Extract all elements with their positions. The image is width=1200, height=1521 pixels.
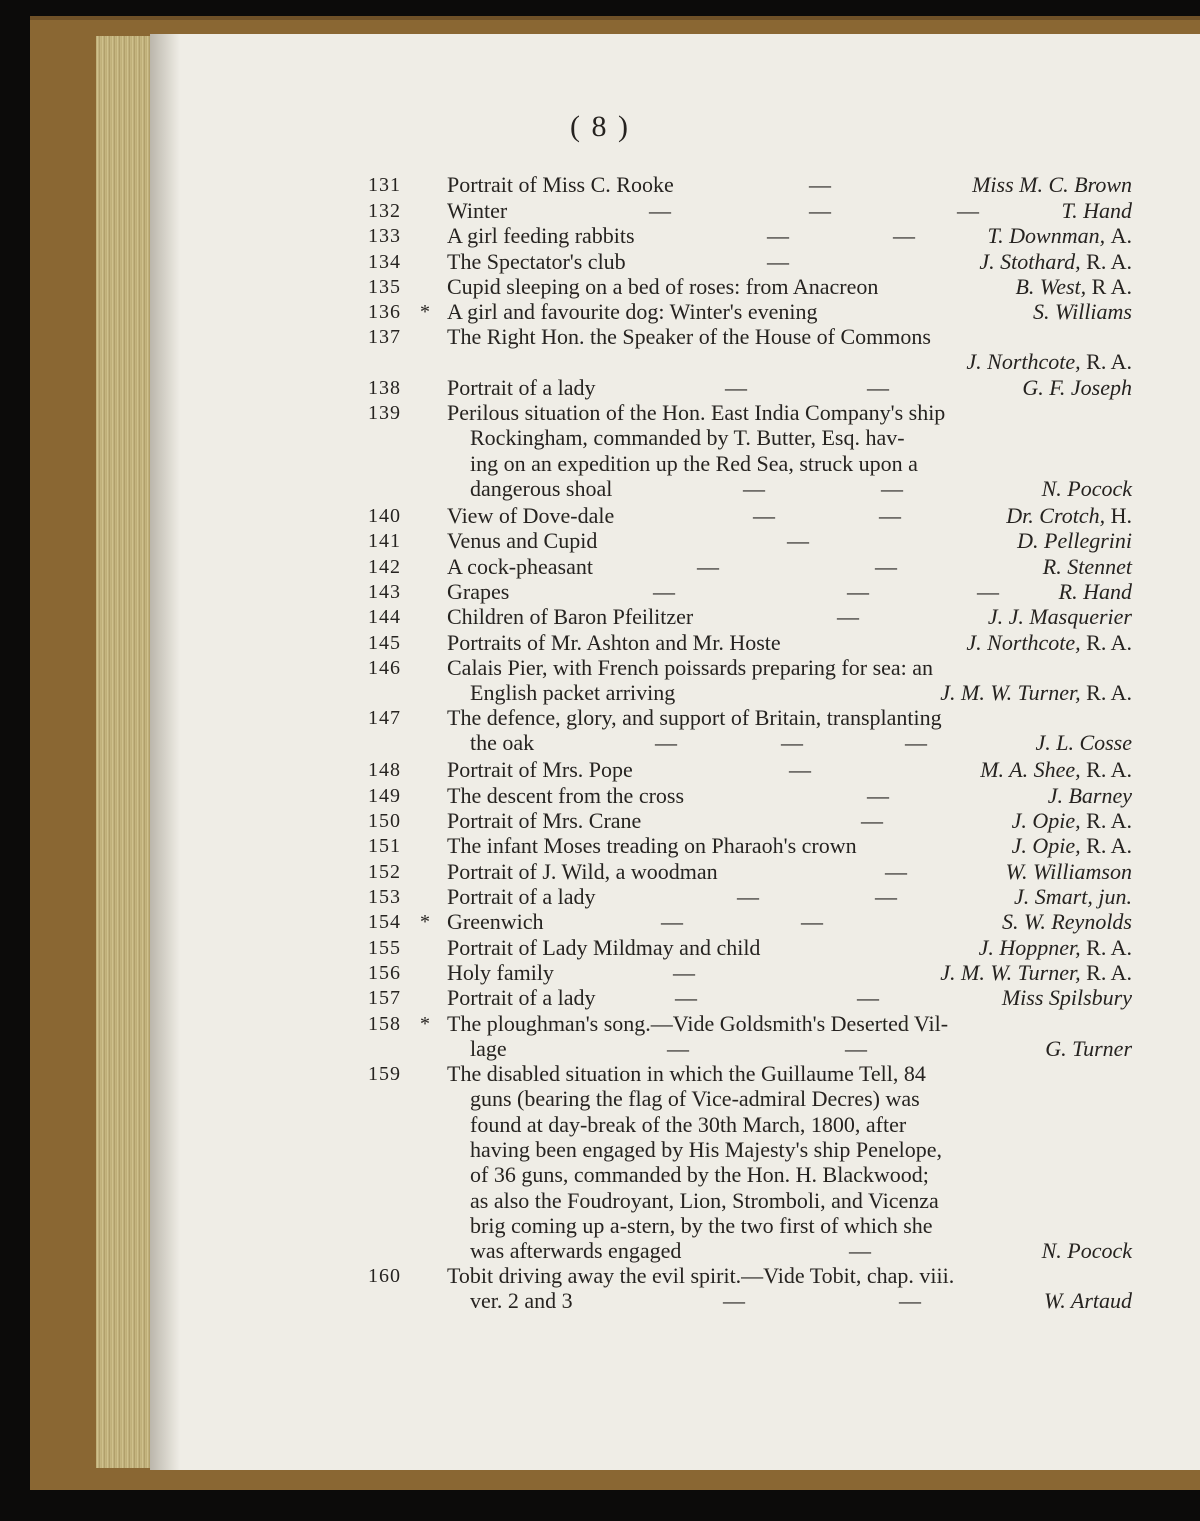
dash-separator: — (809, 198, 831, 223)
entry-line (0, 400, 1200, 426)
entry-artist (1033, 299, 1132, 325)
entry-title: Venus and Cupid (447, 528, 598, 553)
entry-artist (980, 757, 1132, 783)
dash-separator: — (845, 1036, 867, 1062)
entry-number: 134 (368, 251, 401, 273)
entry-line (0, 1238, 1200, 1264)
dash-separator: — (849, 1238, 871, 1264)
entry-line (0, 655, 1200, 681)
page-number: ( 8 ) (570, 110, 630, 143)
artist-name: G. Turner (1045, 1036, 1132, 1062)
entry-line (0, 476, 1200, 502)
entry-title: found at day-break of the 30th March, 1800, after (470, 1111, 907, 1137)
artist-name: N. Pocock (1041, 475, 1132, 501)
dash-separator: — (673, 960, 695, 985)
entry-number: 139 (368, 402, 401, 424)
entry-artist (1043, 554, 1132, 580)
entry-line (0, 554, 1200, 580)
entry-line (0, 757, 1200, 783)
artist-suffix: R. A. (1086, 833, 1132, 858)
dash-separator: — (801, 909, 823, 934)
entry-title: Greenwich (447, 909, 544, 934)
dash-separator: — (753, 503, 775, 528)
dash-separator: — (723, 1288, 745, 1314)
entry-number: 153 (368, 886, 401, 908)
entry-number: 132 (368, 200, 401, 222)
entry-artist (988, 223, 1132, 249)
entry-title: Portrait of a lady (447, 375, 596, 400)
entry-title: A cock-pheasant (447, 554, 593, 579)
dash-separator: — (847, 579, 869, 604)
artist-suffix: A. (1110, 223, 1132, 248)
entry-artist (1062, 198, 1133, 224)
entry-title: having been engaged by His Majesty's ship Penelope, (470, 1136, 942, 1162)
dash-separator: — (867, 375, 889, 400)
entry-title: ing on an expedition up the Red Sea, struck upon a (470, 450, 918, 476)
dash-separator: — (789, 757, 811, 782)
entry-line (0, 783, 1200, 809)
artist-name: N. Pocock (1041, 1238, 1132, 1264)
entry-artist (966, 349, 1132, 375)
artist-suffix: R. A. (1086, 935, 1132, 960)
entry-number: 152 (368, 861, 401, 883)
entry-number: 142 (368, 556, 401, 578)
entry-line (0, 1086, 1200, 1112)
entry-line (0, 198, 1200, 224)
entry-title: The descent from the cross (447, 783, 685, 808)
dash-separator: — (697, 554, 719, 579)
artist-name: D. Pellegrini (1017, 528, 1132, 553)
entry-line (0, 503, 1200, 529)
entry-title: dangerous shoal (470, 475, 613, 501)
entry-line (0, 223, 1200, 249)
entry-line (0, 705, 1200, 731)
entry-title: Perilous situation of the Hon. East India Company's ship (447, 400, 946, 425)
artist-name: S. Williams (1032, 299, 1132, 324)
artist-name: J. Northcote, (966, 349, 1081, 375)
entry-artist (1012, 833, 1132, 859)
artist-name: B. West, (1015, 274, 1087, 299)
entry-number: 148 (368, 759, 401, 781)
entry-artist (1015, 274, 1132, 300)
entry-line (0, 630, 1200, 656)
entry-artist (988, 604, 1132, 630)
entry-title: ver. 2 and 3 (470, 1288, 573, 1314)
artist-suffix: R. A. (1086, 680, 1132, 706)
entry-artist (1048, 783, 1132, 809)
entry-number: 136 (368, 301, 401, 323)
entry-star: * (420, 301, 430, 323)
entry-artist (1045, 1036, 1132, 1062)
entry-artist (1042, 476, 1132, 502)
dash-separator: — (767, 249, 789, 274)
entry-artist (979, 935, 1132, 961)
artist-name: T. Downman, (987, 223, 1106, 248)
dash-separator: — (905, 730, 927, 756)
entry-number: 156 (368, 962, 401, 984)
entry-line (0, 425, 1200, 451)
entry-number: 140 (368, 505, 401, 527)
entry-title: Portrait of Lady Mildmay and child (447, 935, 761, 960)
dash-separator: — (655, 730, 677, 756)
artist-name: J. J. Masquerier (987, 604, 1132, 629)
dash-separator: — (743, 475, 765, 501)
entry-artist (1014, 884, 1132, 910)
entry-title: Portrait of Mrs. Pope (447, 757, 633, 782)
artist-name: Miss Spilsbury (1001, 985, 1132, 1010)
entry-number: 133 (368, 225, 401, 247)
artist-name: S. W. Reynolds (1002, 909, 1132, 934)
entry-artist (1044, 1288, 1132, 1314)
entry-number: 141 (368, 530, 401, 552)
entry-number: 160 (368, 1265, 401, 1287)
entry-title: guns (bearing the flag of Vice-admiral Decres) was (470, 1086, 920, 1112)
entry-line (0, 349, 1200, 375)
entry-title: Portrait of a lady (447, 985, 596, 1010)
entry-line (0, 859, 1200, 885)
entry-number: 151 (368, 835, 401, 857)
entry-title: Holy family (447, 960, 554, 985)
entry-title: Winter (447, 198, 508, 223)
dash-separator: — (879, 503, 901, 528)
entry-title: Grapes (447, 579, 510, 604)
entry-title: A girl and favourite dog: Winter's evening (447, 299, 818, 324)
entry-title: The ploughman's song.—Vide Goldsmith's Deserted Vil- (447, 1011, 949, 1036)
dash-separator: — (837, 604, 859, 629)
entry-line (0, 1263, 1200, 1289)
entry-title: Portrait of Mrs. Crane (447, 808, 642, 833)
artist-name: M. A. Shee, (980, 757, 1081, 782)
artist-suffix: R. A. (1086, 960, 1132, 985)
artist-name: Miss M. C. Brown (972, 172, 1132, 197)
entry-line (0, 375, 1200, 401)
entry-title: Rockingham, commanded by T. Butter, Esq. hav- (470, 425, 905, 451)
artist-name: J. Opie, (1011, 833, 1081, 858)
entry-number: 131 (368, 174, 401, 196)
entry-artist (972, 172, 1132, 198)
entry-artist (1006, 503, 1132, 529)
entry-line (0, 324, 1200, 350)
entry-title: The Spectator's club (447, 249, 626, 274)
entry-title: The disabled situation in which the Guillaume Tell, 84 (447, 1061, 926, 1086)
entry-title: The infant Moses treading on Pharaoh's crown (447, 833, 857, 858)
dash-separator: — (881, 475, 903, 501)
entry-line (0, 604, 1200, 630)
entry-artist (1059, 579, 1132, 605)
artist-suffix: R A. (1091, 274, 1132, 299)
entry-number: 158 (368, 1013, 401, 1035)
artist-suffix: R. A. (1086, 808, 1132, 833)
entry-title: Portrait of a lady (447, 884, 596, 909)
entry-number: 145 (368, 632, 401, 654)
entry-artist (940, 960, 1132, 986)
entry-title: Tobit driving away the evil spirit.—Vide Tobit, chap. viii. (447, 1263, 955, 1288)
entry-artist (1035, 730, 1132, 756)
entry-line (0, 1061, 1200, 1087)
entry-title: A girl feeding rabbits (447, 223, 635, 248)
entry-line (0, 274, 1200, 300)
entry-line (0, 808, 1200, 834)
artist-name: J. Smart, jun. (1014, 884, 1132, 909)
dash-separator: — (781, 730, 803, 756)
dash-separator: — (809, 172, 831, 197)
entry-line (0, 833, 1200, 859)
entry-artist (940, 680, 1132, 706)
entry-number: 135 (368, 276, 401, 298)
entry-number: 147 (368, 707, 401, 729)
dash-separator: — (667, 1036, 689, 1062)
artist-name: J. Stothard, (979, 249, 1081, 274)
dash-separator: — (893, 223, 915, 248)
entry-line (0, 172, 1200, 198)
entry-line (0, 909, 1200, 935)
entry-number: 146 (368, 657, 401, 679)
entry-title: Children of Baron Pfeilitzer (447, 604, 694, 629)
entry-artist (1006, 859, 1132, 885)
artist-name: J. Opie, (1011, 808, 1081, 833)
entry-line (0, 680, 1200, 706)
entry-line (0, 1036, 1200, 1062)
entry-line (0, 935, 1200, 961)
dash-separator: — (861, 808, 883, 833)
dash-separator: — (725, 375, 747, 400)
entry-artist (1002, 985, 1132, 1011)
dash-separator: — (653, 579, 675, 604)
entry-number: 143 (368, 581, 401, 603)
entry-number: 157 (368, 987, 401, 1009)
dash-separator: — (857, 985, 879, 1010)
entry-title: the oak (470, 730, 535, 756)
artist-name: G. F. Joseph (1022, 375, 1132, 400)
dash-separator: — (875, 554, 897, 579)
entry-number: 159 (368, 1063, 401, 1085)
entry-title: as also the Foudroyant, Lion, Stromboli, and Vicenza (470, 1187, 939, 1213)
entry-line (0, 1011, 1200, 1037)
artist-name: J. M. W. Turner, (940, 680, 1081, 706)
entry-line (0, 985, 1200, 1011)
entry-title: Cupid sleeping on a bed of roses: from Anacreon (447, 274, 879, 299)
entry-number: 138 (368, 377, 401, 399)
entry-line (0, 451, 1200, 477)
dash-separator: — (867, 783, 889, 808)
entry-artist (1017, 528, 1132, 554)
entry-line (0, 1288, 1200, 1314)
entry-title: was afterwards engaged (470, 1238, 682, 1264)
dash-separator: — (661, 909, 683, 934)
entry-line (0, 1112, 1200, 1138)
entry-artist (966, 630, 1132, 656)
entry-line (0, 960, 1200, 986)
entry-artist (1042, 1238, 1132, 1264)
entry-artist (979, 249, 1132, 275)
entry-artist (1002, 909, 1132, 935)
entry-number: 150 (368, 810, 401, 832)
entry-line (0, 884, 1200, 910)
entry-line (0, 579, 1200, 605)
entry-title: Portrait of J. Wild, a woodman (447, 859, 718, 884)
dash-separator: — (899, 1288, 921, 1314)
artist-suffix: R. A. (1086, 757, 1132, 782)
entry-artist (1022, 375, 1132, 401)
dash-separator: — (885, 859, 907, 884)
artist-suffix: H. (1110, 503, 1132, 528)
entry-title: View of Dove-dale (447, 503, 615, 528)
entry-number: 144 (368, 606, 401, 628)
artist-name: J. L. Cosse (1035, 730, 1132, 756)
entry-title: The defence, glory, and support of Britain, transplanting (447, 705, 942, 730)
dash-separator: — (787, 528, 809, 553)
entry-line (0, 1137, 1200, 1163)
entry-artist (1012, 808, 1132, 834)
entry-title: brig coming up a-stern, by the two first of which she (470, 1212, 933, 1238)
artist-suffix: R. A. (1086, 349, 1132, 375)
entry-title: Calais Pier, with French poissards preparing for sea: an (447, 655, 934, 680)
artist-name: Dr. Crotch, (1006, 503, 1106, 528)
artist-suffix: R. A. (1086, 249, 1132, 274)
artist-name: R. Hand (1058, 579, 1132, 604)
entry-number: 155 (368, 937, 401, 959)
dash-separator: — (957, 198, 979, 223)
artist-name: J. Northcote, (966, 630, 1081, 655)
entry-line (0, 1162, 1200, 1188)
entry-line (0, 249, 1200, 275)
entry-number: 137 (368, 326, 401, 348)
entry-line (0, 1213, 1200, 1239)
entry-line (0, 730, 1200, 756)
dash-separator: — (875, 884, 897, 909)
entry-number: 154 (368, 911, 401, 933)
entry-line (0, 299, 1200, 325)
entry-line (0, 1188, 1200, 1214)
entry-title: The Right Hon. the Speaker of the House of Commons (447, 324, 931, 349)
artist-name: J. Barney (1047, 783, 1132, 808)
entry-title: lage (470, 1036, 507, 1062)
entry-title: Portrait of Miss C. Rooke (447, 172, 674, 197)
artist-name: J. M. W. Turner, (940, 960, 1081, 985)
artist-suffix: R. A. (1086, 630, 1132, 655)
artist-name: T. Hand (1061, 198, 1132, 223)
dash-separator: — (649, 198, 671, 223)
entry-star: * (420, 911, 430, 933)
artist-name: W. Williamson (1005, 859, 1132, 884)
entry-title: of 36 guns, commanded by the Hon. H. Blackwood; (470, 1162, 929, 1188)
artist-name: W. Artaud (1043, 1288, 1132, 1314)
entry-number: 149 (368, 785, 401, 807)
dash-separator: — (675, 985, 697, 1010)
dash-separator: — (737, 884, 759, 909)
dash-separator: — (977, 579, 999, 604)
entry-star: * (420, 1013, 430, 1035)
entry-title: Portraits of Mr. Ashton and Mr. Hoste (447, 630, 781, 655)
entry-line (0, 528, 1200, 554)
entry-title: English packet arriving (470, 680, 676, 706)
artist-name: J. Hoppner, (978, 935, 1081, 960)
artist-name: R. Stennet (1042, 554, 1132, 579)
dash-separator: — (767, 223, 789, 248)
